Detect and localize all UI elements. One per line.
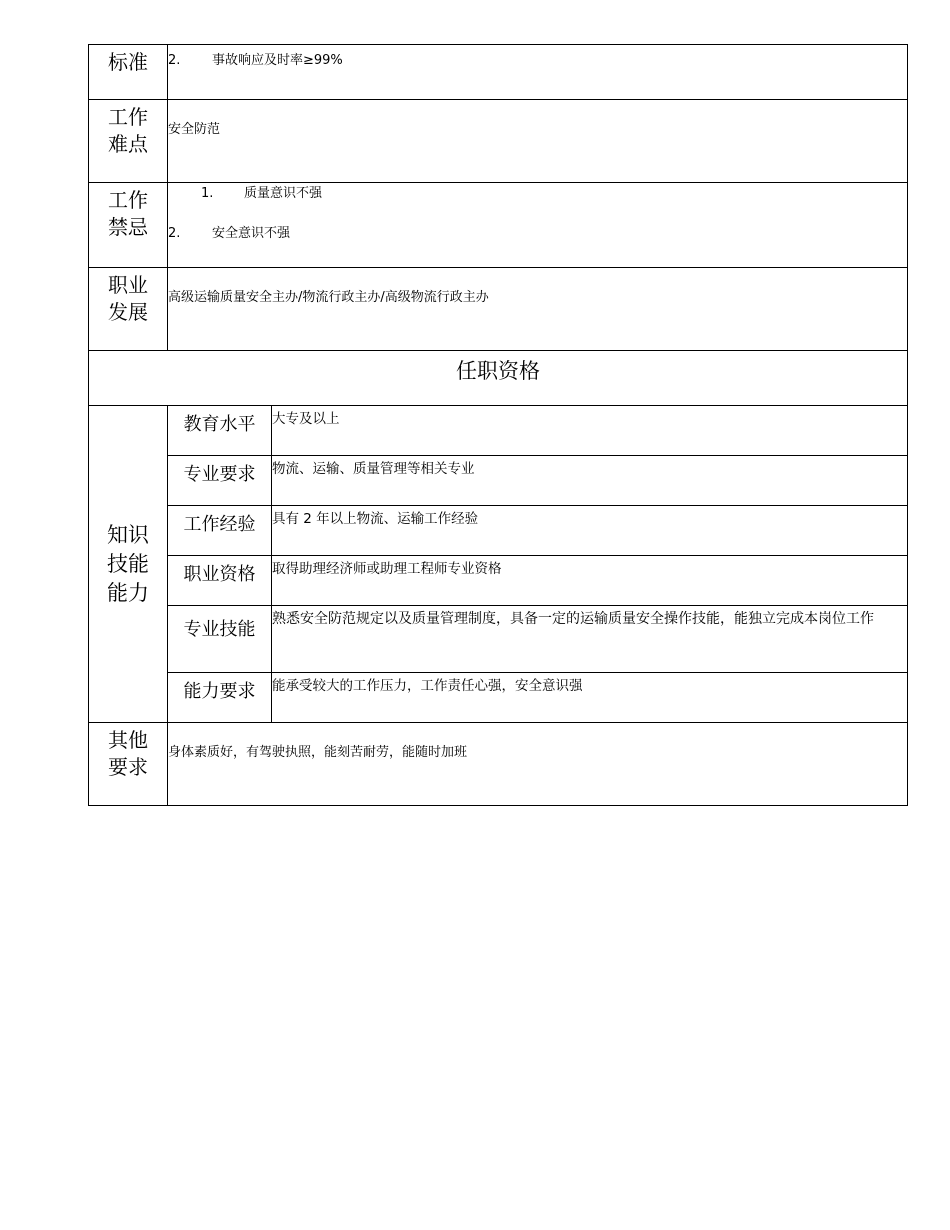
certification-value: 取得助理经济师或助理工程师专业资格 [272,556,908,606]
career-content: 高级运输质量安全主办/物流行政主办/高级物流行政主办 [168,268,908,351]
qualifications-title: 任职资格 [89,351,908,406]
job-description-table [88,44,908,806]
major-label: 专业要求 [168,456,272,506]
certification-label: 职业资格 [168,556,272,606]
career-row [89,268,908,351]
experience-value: 具有 2 年以上物流、运输工作经验 [272,506,908,556]
qualification-row [89,406,908,456]
career-label: 职业 发展 [89,268,168,351]
skills-label: 专业技能 [168,606,272,673]
taboo-content [168,183,908,268]
experience-label: 工作经验 [168,506,272,556]
qualification-row [89,506,908,556]
qualification-row [89,606,908,673]
ability-label: 能力要求 [168,673,272,723]
difficulty-label: 工作 难点 [89,100,168,183]
taboo-item: 1. 质量意识不强 [201,186,323,201]
standard-row [89,45,908,100]
other-label: 其他 要求 [89,723,168,806]
qualification-row [89,456,908,506]
skills-value: 熟悉安全防范规定以及质量管理制度，具备一定的运输质量安全操作技能，能独立完成本岗位工作 [272,606,908,673]
standard-content [168,45,908,100]
ability-value: 能承受较大的工作压力，工作责任心强，安全意识强 [272,673,908,723]
taboo-label: 工作 禁忌 [89,183,168,268]
standard-item: 2. 事故响应及时率≥99% [168,53,343,68]
education-value: 大专及以上 [272,406,908,456]
taboo-row [89,183,908,268]
standard-label: 标准 [89,45,168,100]
other-row [89,723,908,806]
qualification-row [89,673,908,723]
education-label: 教育水平 [168,406,272,456]
qualifications-title-row [89,351,908,406]
major-value: 物流、运输、质量管理等相关专业 [272,456,908,506]
difficulty-row [89,100,908,183]
other-content: 身体素质好，有驾驶执照，能刻苦耐劳，能随时加班 [168,723,908,806]
difficulty-content: 安全防范 [168,100,908,183]
knowledge-skill-ability-label: 知识 技能 能力 [89,406,168,723]
taboo-item: 2. 安全意识不强 [168,226,291,241]
qualification-row [89,556,908,606]
